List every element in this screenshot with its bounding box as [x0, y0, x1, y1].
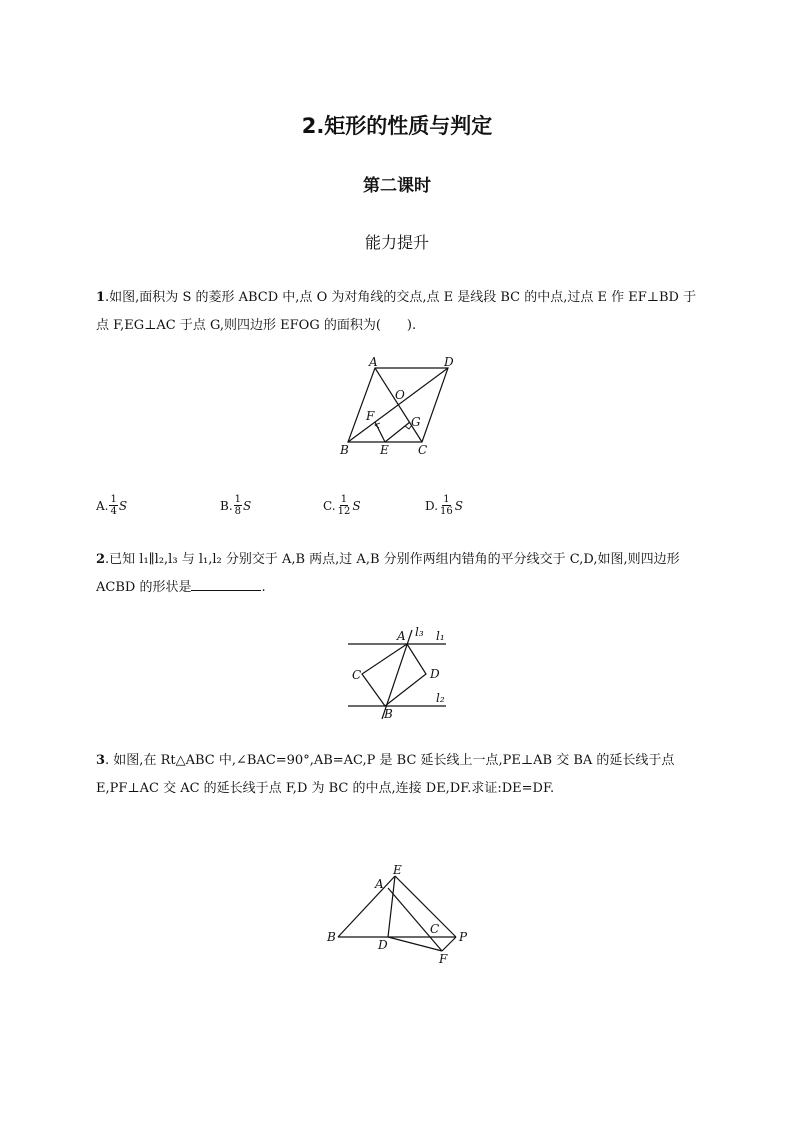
label-d: D: [430, 667, 440, 681]
question-3-figure: [322, 860, 472, 968]
option-b[interactable]: B. $\frac{1}{8}$ S: [220, 494, 252, 517]
label-c: C: [352, 668, 362, 682]
label-c: C: [430, 922, 440, 936]
label-d: D: [444, 356, 454, 369]
page-title: 2.矩形的性质与判定: [301, 114, 493, 138]
label-a: A: [369, 356, 378, 369]
lesson-subtitle: 第二课时: [363, 176, 431, 196]
label-a: A: [375, 877, 384, 891]
question-1-figure: [330, 356, 470, 462]
question-1-line-2: 点 F,EG⊥AC 于点 G,则四边形 EFOG 的面积为( ).: [96, 318, 417, 333]
label-e: E: [380, 443, 389, 457]
segment-eg: [385, 422, 410, 442]
label-f: F: [366, 409, 375, 423]
answer-blank[interactable]: [191, 576, 261, 591]
label-o: O: [395, 388, 405, 402]
question-2: [96, 546, 700, 602]
segment-df: [388, 937, 442, 951]
label-c: C: [418, 443, 428, 457]
question-2-line-1: 2.已知 l₁∥l₂,l₃ 与 l₁,l₂ 分别交于 A,B 两点,过 A,B 分别作两组内错角的平分线交于 C,D,如图,则四边形: [96, 552, 680, 567]
segment-ef: [375, 422, 385, 442]
segment-af: [388, 888, 442, 951]
segment-be: [338, 876, 395, 937]
question-1-options: [96, 494, 696, 522]
label-b: B: [340, 443, 349, 457]
label-e: E: [393, 863, 402, 877]
question-3-line-2: E,PF⊥AC 交 AC 的延长线于点 F,D 为 BC 的中点,连接 DE,DF.求证:DE=DF.: [96, 781, 555, 796]
label-l3: l₃: [415, 625, 424, 639]
label-b: B: [327, 930, 336, 944]
option-d[interactable]: D. $\frac{1}{16}$ S: [425, 494, 463, 517]
label-l2: l₂: [436, 691, 445, 705]
label-d: D: [378, 938, 388, 952]
section-heading: 能力提升: [364, 233, 429, 252]
option-c[interactable]: C. $\frac{1}{12}$ S: [323, 494, 361, 517]
label-b: B: [384, 707, 393, 721]
segment-pf: [442, 937, 456, 951]
question-1: [96, 284, 700, 340]
question-3-line-1: 3. 如图,在 Rt△ABC 中,∠BAC=90°,AB=AC,P 是 BC 延长线上一点,PE⊥AB 交 BA 的延长线于点: [96, 753, 675, 768]
label-p: P: [459, 930, 468, 944]
segment-de: [388, 876, 395, 937]
option-a[interactable]: A. $\frac{1}{4}$ S: [96, 494, 128, 517]
quadrilateral-acbd: [362, 644, 426, 706]
question-1-number: 1: [96, 290, 106, 305]
question-2-figure: [340, 622, 455, 722]
question-2-number: 2: [96, 552, 106, 567]
label-a: A: [397, 629, 406, 643]
question-2-line-2: ACBD 的形状是 .: [96, 574, 700, 602]
label-f: F: [439, 952, 448, 966]
label-g: G: [411, 415, 421, 429]
question-3-number: 3: [96, 753, 106, 768]
label-l1: l₁: [436, 629, 445, 643]
question-1-line-1: 1.如图,面积为 S 的菱形 ABCD 中,点 O 为对角线的交点,点 E 是线段 BC 的中点,过点 E 作 EF⊥BD 于: [96, 290, 697, 305]
question-3: [96, 747, 700, 803]
